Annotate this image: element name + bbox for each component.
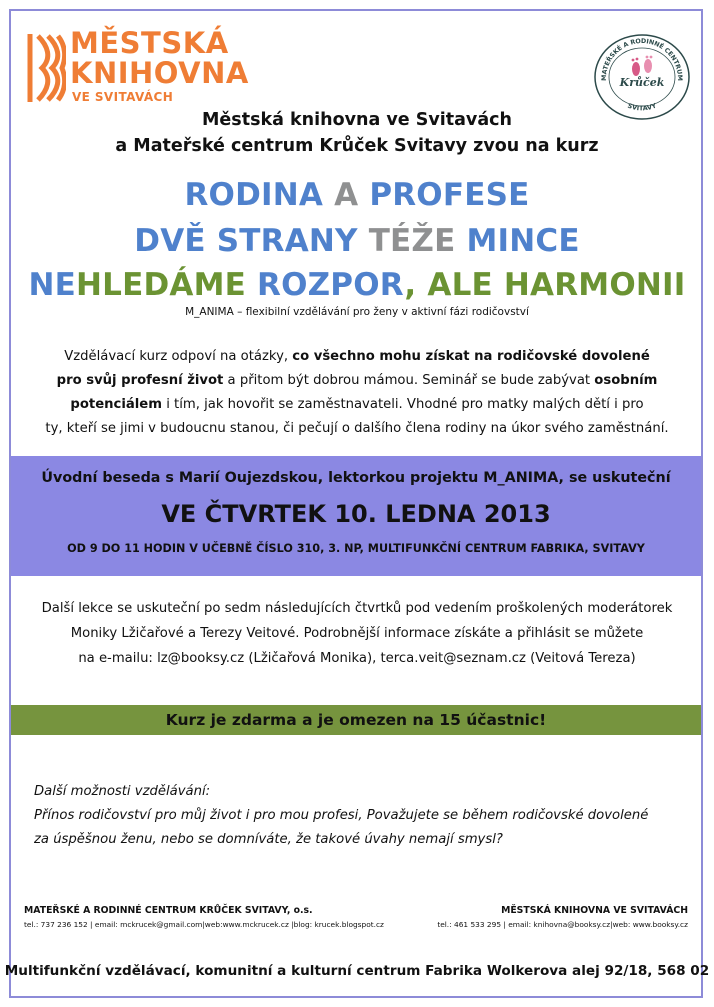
headline-rozpor: ROZPOR [257,267,405,303]
further-lessons-line-1: Další lekce se uskuteční po sedm následujících čtvrtků pod vedením proškolených moderátorek [41,601,673,616]
library-logo-icon [26,32,66,104]
footer-krucek-name: MATEŘSKÉ A RODINNÉ CENTRUM KRŮČEK SVITAVY, o.s. [24,905,313,916]
further-lessons-line-2: Moniky Lžičařové a Terezy Veitové. Podrobnější informace získáte a přihlásit se můžete [70,626,644,641]
event-banner [11,456,701,576]
intro-line-2: a Mateřské centrum Krůček Svitavy zvou na kurz [115,136,599,156]
further-lessons-line-3: na e-mailu: lz@booksy.cz (Lžičařová Monika), terca.veit@seznam.cz (Veitová Tereza) [78,651,636,666]
more-education [34,780,684,852]
headline-mince: MINCE [455,223,580,259]
footer-address: Multifunkční vzdělávací, komunitní a kulturní centrum Fabrika Wolkerova alej 92/18, 568 02 [4,963,710,979]
headline-line-1 [0,177,714,213]
library-logo-line3: VE SVITAVÁCH [72,90,174,104]
event-intro: Úvodní beseda s Marií Oujezdskou, lektorkou projektu M_ANIMA, se uskuteční [41,470,671,486]
headline-ne: NE [28,267,76,303]
headline-rodina: RODINA [184,177,324,213]
headline-teze: TÉŽE [368,223,456,259]
footer-library-contact: tel.: 461 533 295 | email: knihovna@booksy.cz|web: www.booksy.cz [437,920,688,929]
more-education-title: Další možnosti vzdělávání: [34,784,211,799]
headline-hledame: HLEDÁME [75,267,257,303]
library-logo [26,26,249,104]
course-description [30,345,684,441]
more-education-line-1: Přínos rodičovství pro můj život i pro mou profesi, Považujete se během rodičovské dovolené [34,808,649,823]
course-description-line-3: potenciálem i tím, jak hovořit se zaměstnavateli. Vhodné pro matky malých dětí i pro [70,397,644,412]
free-course-banner [11,705,701,735]
further-lessons [22,596,692,671]
event-time-place: OD 9 DO 11 HODIN V UČEBNĚ ČÍSLO 310, 3. NP, MULTIFUNKČNÍ CENTRUM FABRIKA, SVITAVY [67,542,645,555]
headline-line-3 [0,267,714,303]
course-description-line-4: ty, kteří se jimi v budoucnu stanou, či pečují o dalšího člena rodiny na úkor svého zaměstnání. [45,421,669,436]
free-course-text: Kurz je zdarma a je omezen na 15 účastnic! [165,711,547,729]
library-logo-line1: MĚSTSKÁ [70,26,229,60]
course-description-line-1: Vzdělávací kurz odpoví na otázky, co všechno mohu získat na rodičovské dovolené [64,349,650,364]
course-description-line-2: pro svůj profesní život a přitom být dobrou mámou. Seminář se bude zabývat osobním [56,373,658,388]
subtitle: M_ANIMA – flexibilní vzdělávání pro ženy v aktivní fázi rodičovství [185,306,529,318]
krucek-seal-logo [592,33,692,121]
footer-krucek-contact: tel.: 737 236 152 | email: mckrucek@gmail.com|web:www.mckrucek.cz |blog: krucek.blogspot.cz [24,920,384,929]
more-education-line-2: za úspěšnou ženu, nebo se domníváte, že takové úvahy nemají smysl? [34,832,503,847]
headline-a: A [323,177,370,213]
headline-dve-strany: DVĚ STRANY [134,223,369,259]
event-date: VE ČTVRTEK 10. LEDNA 2013 [161,500,551,528]
svg-text:MATEŘSKÉ A RODINNÉ CENTRUM: MATEŘSKÉ A RODINNÉ CENTRUM [600,37,684,82]
headline-line-2 [0,223,714,259]
svg-text:SVITAVY: SVITAVY [626,101,658,113]
svg-text:Krůček: Krůček [619,76,665,89]
intro-line-1: Městská knihovna ve Svitavách [202,110,512,130]
footer-library-name: MĚSTSKÁ KNIHOVNA VE SVITAVÁCH [501,905,688,916]
library-logo-line2: KNIHOVNA [70,56,249,90]
headline-profese: PROFESE [369,177,530,213]
headline-harmonii: , ALE HARMONII [404,267,686,303]
